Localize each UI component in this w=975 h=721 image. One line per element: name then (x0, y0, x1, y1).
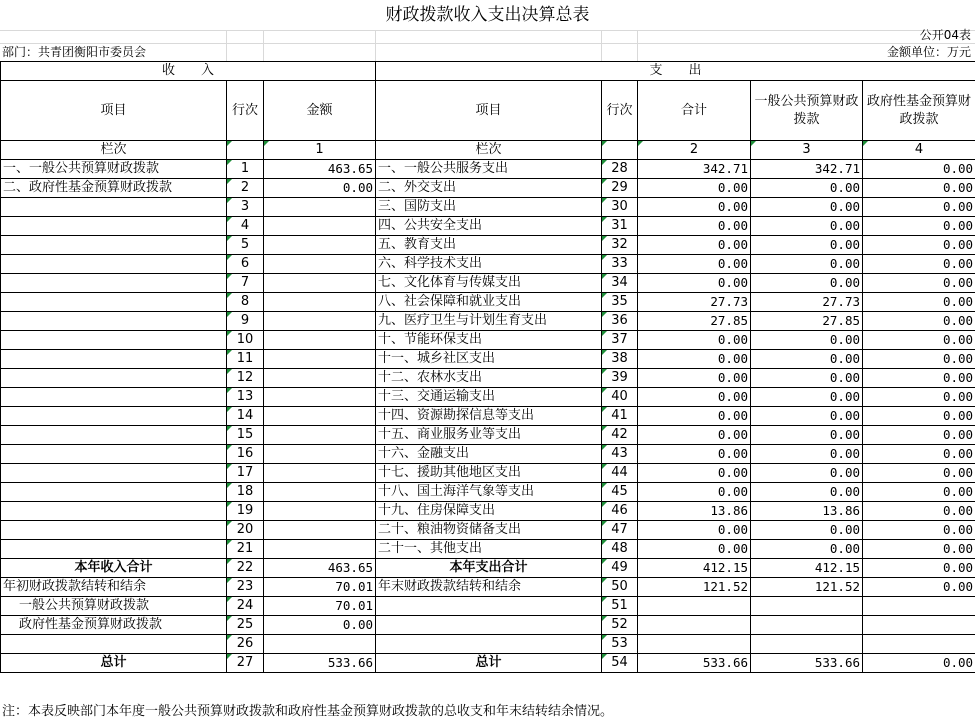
gov-fund-cell[interactable]: 0.00 (863, 540, 975, 559)
table-row (1, 217, 975, 236)
income-line-no-cell[interactable]: 10 (227, 331, 264, 350)
expense-total-cell[interactable]: 0.00 (638, 407, 751, 426)
gov-fund-cell[interactable]: 0.00 (863, 312, 975, 331)
income-item-cell[interactable] (1, 369, 227, 388)
income-amount-cell[interactable]: 463.65 (264, 160, 376, 179)
income-line-no-cell[interactable]: 3 (227, 198, 264, 217)
expense-total-cell[interactable] (638, 616, 751, 635)
expense-total-cell[interactable]: 0.00 (638, 540, 751, 559)
expense-total-cell[interactable]: 0.00 (638, 198, 751, 217)
income-item-cell[interactable] (1, 312, 227, 331)
income-item-cell[interactable]: 总计 (1, 654, 227, 673)
expense-total-cell[interactable]: 0.00 (638, 369, 751, 388)
table-row (1, 388, 975, 407)
income-line-no-cell[interactable]: 24 (227, 597, 264, 616)
expense-line-no-cell[interactable]: 29 (602, 179, 638, 198)
gov-fund-cell[interactable]: 0.00 (863, 236, 975, 255)
income-line-no-header[interactable]: 行次 (227, 81, 264, 141)
table-row (1, 597, 975, 616)
income-amount-cell[interactable] (264, 369, 376, 388)
expense-total-cell[interactable]: 533.66 (638, 654, 751, 673)
table-row (1, 616, 975, 635)
income-line-no-cell[interactable]: 4 (227, 217, 264, 236)
general-budget-cell[interactable]: 0.00 (751, 236, 863, 255)
column-number-1[interactable]: 1 (264, 141, 376, 160)
general-budget-cell[interactable]: 342.71 (751, 160, 863, 179)
expense-line-no-header[interactable]: 行次 (602, 81, 638, 141)
expense-item-cell[interactable]: 二十、粮油物资储备支出 (376, 521, 602, 540)
income-line-no-cell[interactable]: 21 (227, 540, 264, 559)
expense-item-cell[interactable]: 十、节能环保支出 (376, 331, 602, 350)
report-table (0, 61, 975, 673)
income-amount-cell[interactable] (264, 388, 376, 407)
general-budget-cell[interactable]: 0.00 (751, 426, 863, 445)
table-row (1, 483, 975, 502)
table-row (1, 654, 975, 673)
general-budget-cell[interactable]: 27.73 (751, 293, 863, 312)
income-amount-cell[interactable] (264, 217, 376, 236)
general-budget-cell[interactable]: 412.15 (751, 559, 863, 578)
gov-fund-cell[interactable]: 0.00 (863, 160, 975, 179)
expense-total-cell[interactable]: 27.73 (638, 293, 751, 312)
table-row (1, 407, 975, 426)
expense-total-cell[interactable]: 0.00 (638, 350, 751, 369)
income-item-cell[interactable] (1, 350, 227, 369)
income-amount-cell[interactable] (264, 293, 376, 312)
general-budget-cell[interactable]: 121.52 (751, 578, 863, 597)
expense-line-no-cell[interactable]: 51 (602, 597, 638, 616)
expense-item-cell[interactable]: 四、公共安全支出 (376, 217, 602, 236)
expense-item-cell[interactable]: 十九、住房保障支出 (376, 502, 602, 521)
gov-fund-cell[interactable]: 0.00 (863, 464, 975, 483)
expense-item-cell[interactable]: 十二、农林水支出 (376, 369, 602, 388)
income-item-cell[interactable]: 年初财政拨款结转和结余 (1, 578, 227, 597)
expense-item-cell[interactable]: 本年支出合计 (376, 559, 602, 578)
expense-line-no-cell[interactable]: 36 (602, 312, 638, 331)
income-item-cell[interactable] (1, 426, 227, 445)
income-line-no-cell[interactable]: 23 (227, 578, 264, 597)
table-row (1, 559, 975, 578)
column-number-4[interactable]: 4 (863, 141, 975, 160)
general-budget-cell[interactable] (751, 635, 863, 654)
expense-item-cell[interactable] (376, 635, 602, 654)
expense-total-cell[interactable]: 0.00 (638, 388, 751, 407)
table-row (1, 274, 975, 293)
income-line-no-cell[interactable]: 2 (227, 179, 264, 198)
table-row (1, 331, 975, 350)
income-line-no-cell[interactable]: 17 (227, 464, 264, 483)
expense-total-cell[interactable]: 0.00 (638, 179, 751, 198)
income-amount-cell[interactable] (264, 426, 376, 445)
income-amount-header[interactable]: 金额 (264, 81, 376, 141)
expense-total-cell[interactable]: 121.52 (638, 578, 751, 597)
expense-line-no-cell[interactable]: 32 (602, 236, 638, 255)
department-label: 部门：共青团衡阳市委员会 (2, 45, 147, 59)
gov-fund-cell[interactable]: 0.00 (863, 179, 975, 198)
general-budget-cell[interactable]: 0.00 (751, 464, 863, 483)
income-amount-cell[interactable] (264, 521, 376, 540)
income-item-cell[interactable] (1, 293, 227, 312)
income-amount-cell[interactable] (264, 464, 376, 483)
footnote: 注：本表反映部门本年度一般公共预算财政拨款和政府性基金预算财政拨款的总收支和年末结转结余情况。 (2, 704, 614, 719)
income-line-no-cell[interactable]: 11 (227, 350, 264, 369)
income-line-no-cell[interactable]: 8 (227, 293, 264, 312)
table-row (1, 293, 975, 312)
income-amount-cell[interactable] (264, 502, 376, 521)
expense-item-cell[interactable]: 六、科学技术支出 (376, 255, 602, 274)
income-item-cell[interactable] (1, 635, 227, 654)
gov-fund-cell[interactable]: 0.00 (863, 255, 975, 274)
expense-item-cell[interactable] (376, 616, 602, 635)
general-budget-cell[interactable]: 0.00 (751, 521, 863, 540)
general-budget-cell[interactable]: 27.85 (751, 312, 863, 331)
table-row (1, 198, 975, 217)
income-item-cell[interactable] (1, 464, 227, 483)
expense-total-cell[interactable]: 342.71 (638, 160, 751, 179)
income-amount-cell[interactable] (264, 445, 376, 464)
general-budget-cell[interactable]: 0.00 (751, 350, 863, 369)
general-budget-cell[interactable]: 0.00 (751, 483, 863, 502)
expense-line-no-cell[interactable]: 41 (602, 407, 638, 426)
income-amount-cell[interactable]: 533.66 (264, 654, 376, 673)
table-row (1, 445, 975, 464)
expense-item-cell[interactable]: 七、文化体育与传媒支出 (376, 274, 602, 293)
income-line-no-cell[interactable]: 18 (227, 483, 264, 502)
income-line-no-cell[interactable]: 22 (227, 559, 264, 578)
expense-item-cell[interactable]: 十八、国土海洋气象等支出 (376, 483, 602, 502)
income-line-no-cell[interactable]: 6 (227, 255, 264, 274)
expense-item-cell[interactable]: 十六、金融支出 (376, 445, 602, 464)
amount-unit-label: 金额单位：万元 (886, 45, 971, 59)
table-row (1, 179, 975, 198)
expense-total-cell[interactable]: 13.86 (638, 502, 751, 521)
expense-total-cell[interactable]: 0.00 (638, 426, 751, 445)
gov-fund-cell[interactable]: 0.00 (863, 654, 975, 673)
table-row (1, 350, 975, 369)
table-row (1, 540, 975, 559)
expense-item-cell[interactable]: 二、外交支出 (376, 179, 602, 198)
expense-line-no-cell[interactable]: 46 (602, 502, 638, 521)
general-budget-cell[interactable] (751, 597, 863, 616)
expense-item-cell[interactable]: 一、一般公共服务支出 (376, 160, 602, 179)
form-number: 公开04表 (919, 28, 971, 42)
gov-fund-cell[interactable] (863, 597, 975, 616)
income-item-cell[interactable] (1, 388, 227, 407)
table-row (1, 426, 975, 445)
income-item-cell[interactable] (1, 236, 227, 255)
expense-line-no-cell[interactable]: 28 (602, 160, 638, 179)
gridline (375, 30, 376, 61)
income-item-cell[interactable]: 本年收入合计 (1, 559, 227, 578)
general-budget-cell[interactable]: 533.66 (751, 654, 863, 673)
expense-total-cell[interactable]: 0.00 (638, 445, 751, 464)
general-budget-cell[interactable]: 13.86 (751, 502, 863, 521)
income-line-no-cell[interactable]: 1 (227, 160, 264, 179)
income-item-cell[interactable] (1, 255, 227, 274)
expense-line-no-cell[interactable]: 33 (602, 255, 638, 274)
table-row (1, 236, 975, 255)
expense-item-cell[interactable]: 年末财政拨款结转和结余 (376, 578, 602, 597)
expense-line-no-cell[interactable]: 38 (602, 350, 638, 369)
expense-total-cell[interactable]: 0.00 (638, 483, 751, 502)
gov-fund-cell[interactable]: 0.00 (863, 407, 975, 426)
expense-total-cell[interactable]: 0.00 (638, 331, 751, 350)
income-item-cell[interactable] (1, 198, 227, 217)
income-line-blank[interactable] (227, 141, 264, 160)
table-row (1, 464, 975, 483)
income-line-no-cell[interactable]: 25 (227, 616, 264, 635)
table-row (1, 369, 975, 388)
expense-total-cell[interactable]: 0.00 (638, 236, 751, 255)
income-line-no-cell[interactable]: 7 (227, 274, 264, 293)
table-row (1, 635, 975, 654)
income-line-no-cell[interactable]: 12 (227, 369, 264, 388)
gov-fund-cell[interactable] (863, 635, 975, 654)
general-budget-cell[interactable]: 0.00 (751, 198, 863, 217)
gridline (0, 30, 975, 31)
expense-line-no-cell[interactable]: 31 (602, 217, 638, 236)
gov-fund-cell[interactable]: 0.00 (863, 331, 975, 350)
income-amount-cell[interactable]: 463.65 (264, 559, 376, 578)
general-budget-cell[interactable]: 0.00 (751, 255, 863, 274)
expense-line-no-cell[interactable]: 52 (602, 616, 638, 635)
income-amount-cell[interactable] (264, 540, 376, 559)
expense-item-header[interactable]: 项目 (376, 81, 602, 141)
expense-line-no-cell[interactable]: 30 (602, 198, 638, 217)
general-budget-cell[interactable]: 0.00 (751, 445, 863, 464)
gov-fund-cell[interactable]: 0.00 (863, 426, 975, 445)
general-budget-cell[interactable]: 0.00 (751, 407, 863, 426)
income-amount-cell[interactable] (264, 331, 376, 350)
expense-item-cell[interactable]: 十七、援助其他地区支出 (376, 464, 602, 483)
income-item-cell[interactable]: 二、政府性基金预算财政拨款 (1, 179, 227, 198)
expense-line-no-cell[interactable]: 39 (602, 369, 638, 388)
general-budget-header[interactable]: 一般公共预算财政拨款 (751, 81, 863, 141)
income-line-no-cell[interactable]: 9 (227, 312, 264, 331)
expense-line-no-cell[interactable]: 44 (602, 464, 638, 483)
expense-total-header[interactable]: 合计 (638, 81, 751, 141)
expense-item-cell[interactable]: 五、教育支出 (376, 236, 602, 255)
column-number-2[interactable]: 2 (638, 141, 751, 160)
income-amount-cell[interactable] (264, 198, 376, 217)
gov-fund-cell[interactable]: 0.00 (863, 388, 975, 407)
income-amount-cell[interactable]: 0.00 (264, 616, 376, 635)
table-row (1, 578, 975, 597)
expense-item-cell[interactable]: 八、社会保障和就业支出 (376, 293, 602, 312)
expense-item-cell[interactable]: 九、医疗卫生与计划生育支出 (376, 312, 602, 331)
income-amount-cell[interactable] (264, 255, 376, 274)
expense-line-no-cell[interactable]: 49 (602, 559, 638, 578)
gov-fund-cell[interactable]: 0.00 (863, 217, 975, 236)
expense-line-blank[interactable] (602, 141, 638, 160)
gov-fund-cell[interactable]: 0.00 (863, 369, 975, 388)
income-item-cell[interactable] (1, 331, 227, 350)
expense-total-cell[interactable]: 0.00 (638, 464, 751, 483)
gov-fund-cell[interactable]: 0.00 (863, 350, 975, 369)
expense-column-label[interactable]: 栏次 (376, 141, 602, 160)
general-budget-cell[interactable]: 0.00 (751, 331, 863, 350)
general-budget-cell[interactable]: 0.00 (751, 274, 863, 293)
expense-line-no-cell[interactable]: 45 (602, 483, 638, 502)
income-line-no-cell[interactable]: 13 (227, 388, 264, 407)
gov-fund-cell[interactable]: 0.00 (863, 502, 975, 521)
expense-line-no-cell[interactable]: 37 (602, 331, 638, 350)
expense-section-header[interactable]: 支 出 (376, 62, 975, 81)
expense-item-cell[interactable]: 十一、城乡社区支出 (376, 350, 602, 369)
income-section-header[interactable]: 收 入 (1, 62, 376, 81)
income-line-no-cell[interactable]: 5 (227, 236, 264, 255)
table-row (1, 160, 975, 179)
table-row (1, 255, 975, 274)
gov-fund-cell[interactable]: 0.00 (863, 559, 975, 578)
expense-item-cell[interactable]: 三、国防支出 (376, 198, 602, 217)
expense-line-no-cell[interactable]: 35 (602, 293, 638, 312)
income-amount-cell[interactable] (264, 483, 376, 502)
gov-fund-cell[interactable]: 0.00 (863, 198, 975, 217)
income-item-cell[interactable] (1, 274, 227, 293)
income-column-label[interactable]: 栏次 (1, 141, 227, 160)
gridline (263, 30, 264, 61)
general-budget-cell[interactable]: 0.00 (751, 540, 863, 559)
income-amount-cell[interactable]: 70.01 (264, 597, 376, 616)
expense-line-no-cell[interactable]: 53 (602, 635, 638, 654)
expense-total-cell[interactable]: 412.15 (638, 559, 751, 578)
income-amount-cell[interactable]: 70.01 (264, 578, 376, 597)
income-line-no-cell[interactable]: 16 (227, 445, 264, 464)
expense-item-cell[interactable] (376, 597, 602, 616)
table-row (1, 502, 975, 521)
expense-line-no-cell[interactable]: 54 (602, 654, 638, 673)
gov-fund-cell[interactable]: 0.00 (863, 483, 975, 502)
income-line-no-cell[interactable]: 20 (227, 521, 264, 540)
gov-fund-cell[interactable]: 0.00 (863, 578, 975, 597)
table-row (1, 521, 975, 540)
expense-item-cell[interactable]: 总计 (376, 654, 602, 673)
income-amount-cell[interactable]: 0.00 (264, 179, 376, 198)
income-item-cell[interactable]: 一般公共预算财政拨款 (1, 597, 227, 616)
expense-line-no-cell[interactable]: 34 (602, 274, 638, 293)
column-number-3[interactable]: 3 (751, 141, 863, 160)
general-budget-cell[interactable] (751, 616, 863, 635)
report-title: 财政拨款收入支出决算总表 (385, 5, 590, 25)
income-item-cell[interactable] (1, 540, 227, 559)
expense-item-cell[interactable]: 十三、交通运输支出 (376, 388, 602, 407)
expense-line-no-cell[interactable]: 47 (602, 521, 638, 540)
income-item-cell[interactable]: 政府性基金预算财政拨款 (1, 616, 227, 635)
expense-line-no-cell[interactable]: 50 (602, 578, 638, 597)
expense-total-cell[interactable]: 0.00 (638, 255, 751, 274)
general-budget-cell[interactable]: 0.00 (751, 388, 863, 407)
income-item-cell[interactable] (1, 407, 227, 426)
gov-fund-cell[interactable] (863, 616, 975, 635)
income-item-cell[interactable] (1, 521, 227, 540)
income-item-cell[interactable] (1, 502, 227, 521)
expense-item-cell[interactable]: 十五、商业服务业等支出 (376, 426, 602, 445)
income-line-no-cell[interactable]: 19 (227, 502, 264, 521)
gov-fund-cell[interactable]: 0.00 (863, 293, 975, 312)
general-budget-cell[interactable]: 0.00 (751, 369, 863, 388)
expense-total-cell[interactable]: 0.00 (638, 521, 751, 540)
gov-fund-header[interactable]: 政府性基金预算财政拨款 (863, 81, 975, 141)
expense-total-cell[interactable]: 0.00 (638, 217, 751, 236)
income-line-no-cell[interactable]: 27 (227, 654, 264, 673)
expense-item-cell[interactable]: 十四、资源勘探信息等支出 (376, 407, 602, 426)
income-item-cell[interactable]: 一、一般公共预算财政拨款 (1, 160, 227, 179)
gov-fund-cell[interactable]: 0.00 (863, 445, 975, 464)
expense-total-cell[interactable]: 27.85 (638, 312, 751, 331)
income-line-no-cell[interactable]: 26 (227, 635, 264, 654)
income-amount-cell[interactable] (264, 236, 376, 255)
income-item-cell[interactable] (1, 483, 227, 502)
expense-line-no-cell[interactable]: 40 (602, 388, 638, 407)
gridline (637, 30, 638, 61)
expense-line-no-cell[interactable]: 43 (602, 445, 638, 464)
income-amount-cell[interactable] (264, 635, 376, 654)
expense-item-cell[interactable]: 二十一、其他支出 (376, 540, 602, 559)
general-budget-cell[interactable]: 0.00 (751, 179, 863, 198)
gov-fund-cell[interactable]: 0.00 (863, 274, 975, 293)
gridline (226, 30, 227, 61)
expense-total-cell[interactable]: 0.00 (638, 274, 751, 293)
expense-total-cell[interactable] (638, 635, 751, 654)
expense-total-cell[interactable] (638, 597, 751, 616)
expense-line-no-cell[interactable]: 48 (602, 540, 638, 559)
table-row (1, 312, 975, 331)
gridline (0, 43, 975, 44)
income-amount-cell[interactable] (264, 407, 376, 426)
income-item-header[interactable]: 项目 (1, 81, 227, 141)
gridline (601, 30, 602, 61)
income-amount-cell[interactable] (264, 312, 376, 331)
income-item-cell[interactable] (1, 217, 227, 236)
income-line-no-cell[interactable]: 14 (227, 407, 264, 426)
income-line-no-cell[interactable]: 15 (227, 426, 264, 445)
general-budget-cell[interactable]: 0.00 (751, 217, 863, 236)
income-amount-cell[interactable] (264, 350, 376, 369)
gov-fund-cell[interactable]: 0.00 (863, 521, 975, 540)
expense-line-no-cell[interactable]: 42 (602, 426, 638, 445)
income-amount-cell[interactable] (264, 274, 376, 293)
income-item-cell[interactable] (1, 445, 227, 464)
